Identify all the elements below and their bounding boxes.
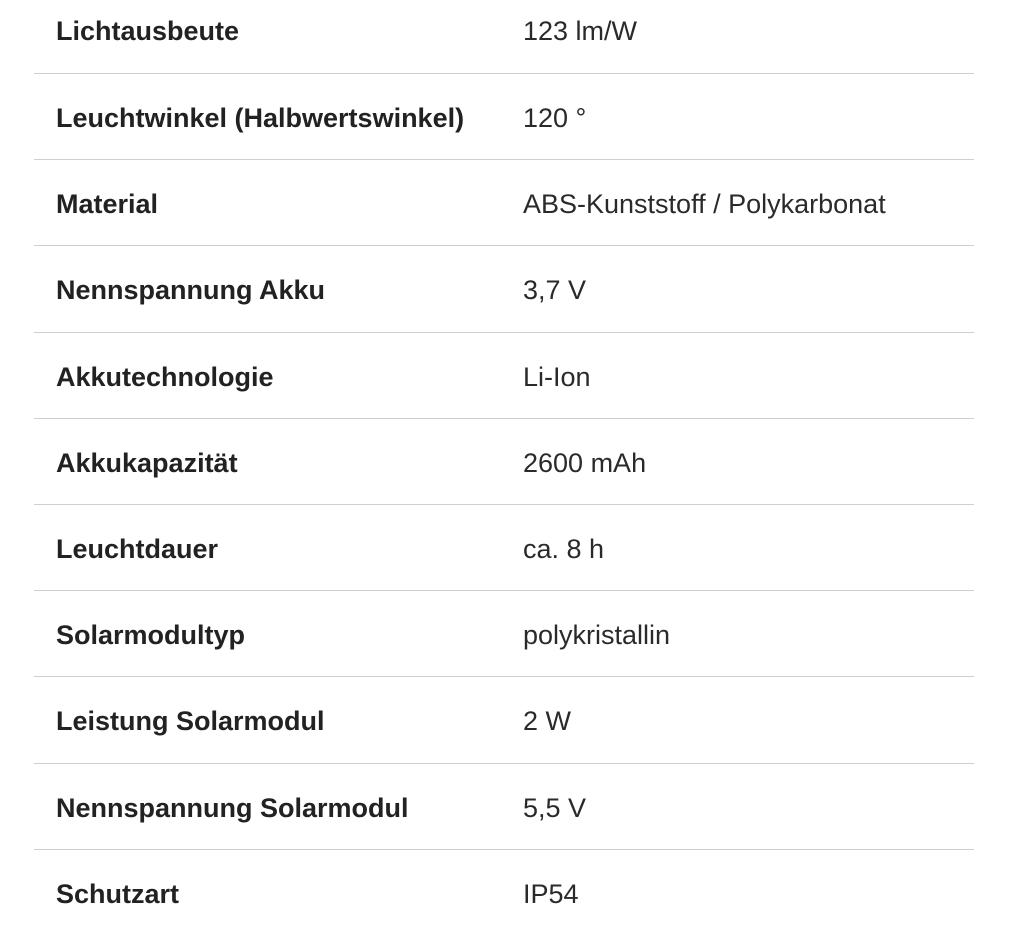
spec-row-material xyxy=(34,160,974,246)
spec-value: 5,5 V xyxy=(523,792,587,823)
spec-value: 120 ° xyxy=(523,103,587,133)
spec-label: Leuchtwinkel (Halbwertswinkel) xyxy=(56,103,465,133)
spec-label: Nennspannung Akku xyxy=(56,275,326,306)
spec-row-nennspannung-akku xyxy=(34,246,974,332)
spec-value: IP54 xyxy=(523,878,579,909)
spec-value: Li-Ion xyxy=(523,361,591,392)
spec-row-solarmodultyp xyxy=(34,591,974,677)
spec-row-nennspannung-solarmodul xyxy=(34,764,974,850)
spec-value: ABS-Kunststoff / Polykarbonat xyxy=(523,189,886,220)
spec-value: 123 lm/W xyxy=(523,16,638,46)
spec-label: Akkutechnologie xyxy=(56,361,274,392)
spec-value: ca. 8 h xyxy=(523,533,605,564)
spec-label: Leistung Solarmodul xyxy=(56,706,325,737)
spec-row-leistung-solarmodul xyxy=(34,677,974,763)
spec-label: Schutzart xyxy=(56,878,180,909)
spec-row-schutzart xyxy=(34,850,974,936)
spec-value: 2 W xyxy=(523,706,572,737)
spec-value: 2600 mAh xyxy=(523,447,647,478)
spec-label: Akkukapazität xyxy=(56,447,238,478)
spec-table xyxy=(34,0,974,936)
spec-label: Solarmodultyp xyxy=(56,620,246,651)
spec-row-leuchtdauer xyxy=(34,505,974,591)
spec-label: Material xyxy=(56,189,159,220)
spec-value: 3,7 V xyxy=(523,275,587,306)
spec-label: Nennspannung Solarmodul xyxy=(56,792,409,823)
spec-row-akkukapazitaet xyxy=(34,419,974,505)
spec-row-akkutechnologie xyxy=(34,333,974,419)
spec-label: Leuchtdauer xyxy=(56,533,219,564)
spec-label: Lichtausbeute xyxy=(56,16,240,46)
spec-row-leuchtwinkel xyxy=(34,74,974,160)
spec-value: polykristallin xyxy=(523,620,671,651)
spec-row-lichtausbeute xyxy=(34,0,974,74)
